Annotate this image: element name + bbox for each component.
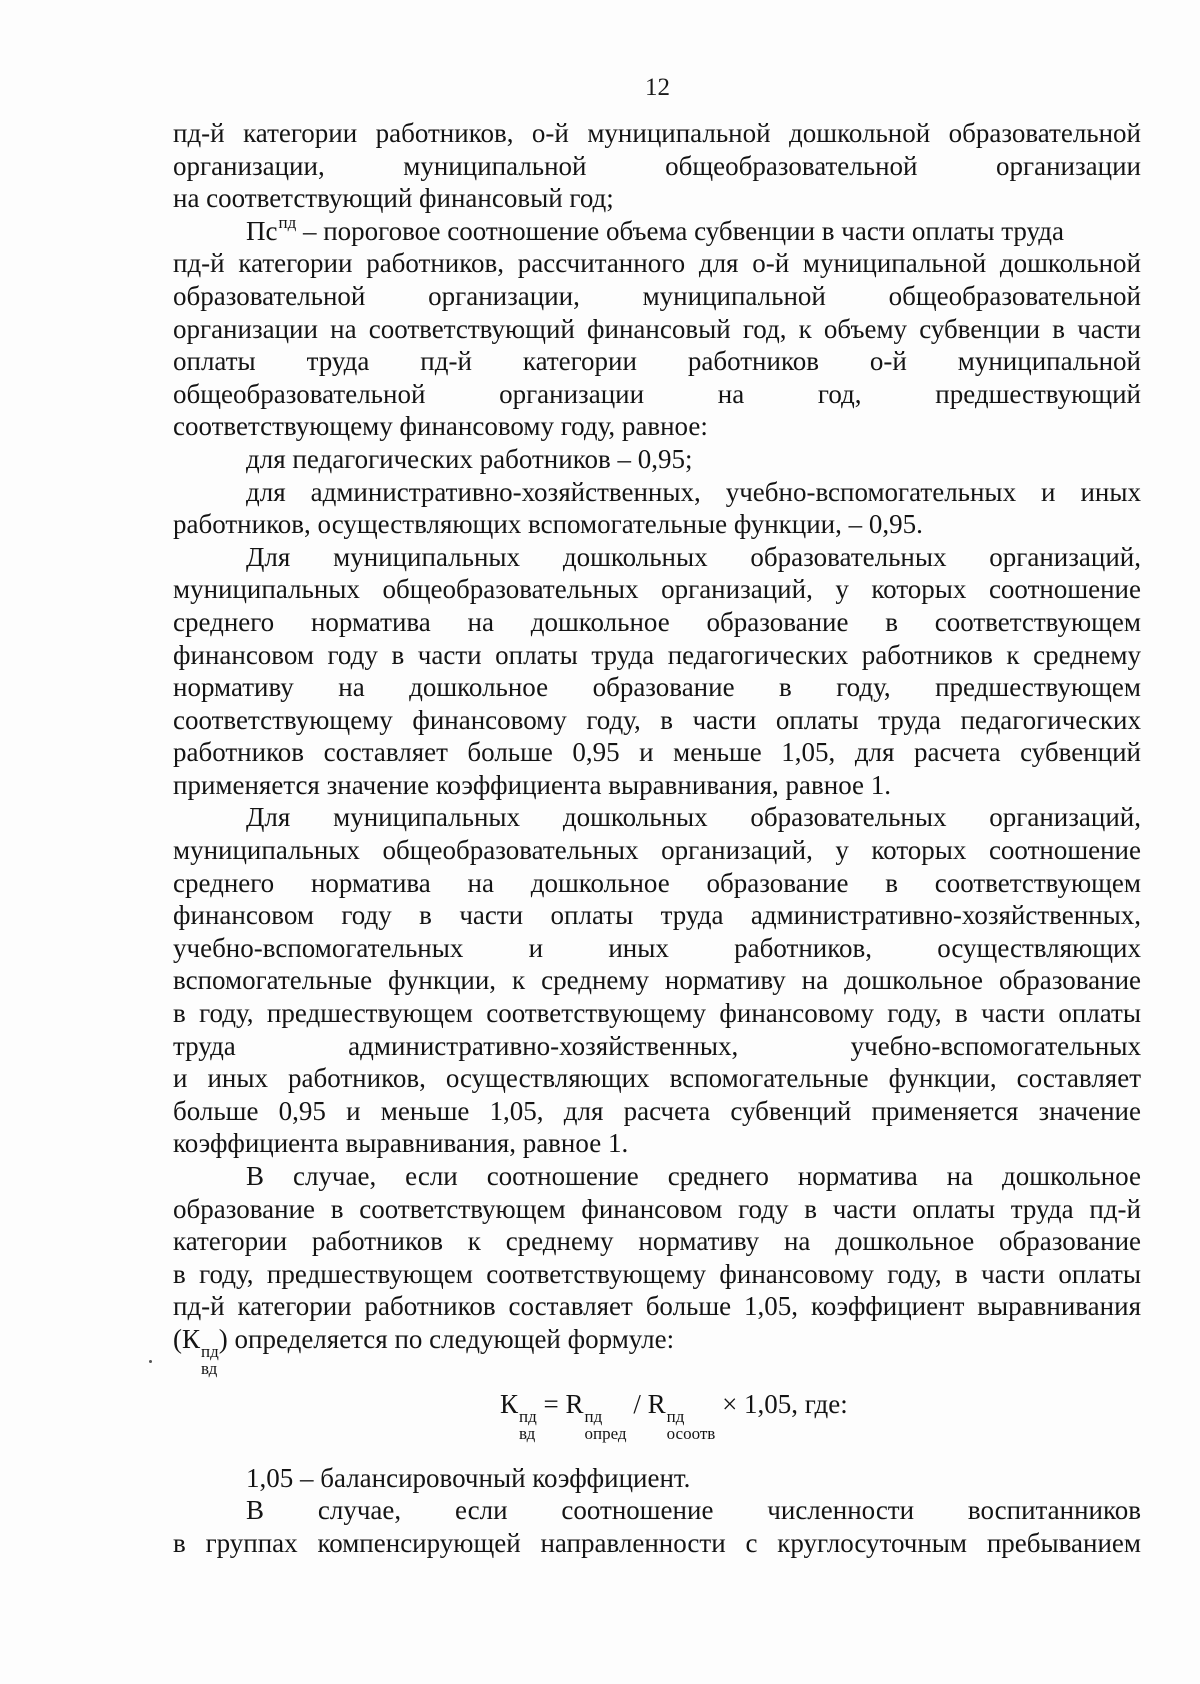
definition-text: – пороговое соотношение объема субвенции в части оплаты труда bbox=[296, 215, 1065, 246]
text-line: в группах компенсирующей направленности с круглосуточным пребыванием bbox=[173, 1527, 1141, 1558]
text-line: образование в соответствующем финансовом году в части оплаты труда пд-й bbox=[173, 1193, 1141, 1224]
symbol-k-indices bbox=[201, 1343, 219, 1377]
text-line: в году, предшествующем соответствующему финансовому году, в части оплаты bbox=[173, 998, 1141, 1029]
formula-slash: / bbox=[626, 1388, 648, 1419]
formula-equals: = bbox=[536, 1388, 566, 1419]
text-line: пд-й категории работников, рассчитанного для о-й муниципальной дошкольной bbox=[173, 248, 1141, 279]
text-line: на соответствующий финансовый год; bbox=[173, 183, 614, 214]
text-line: Для муниципальных дошкольных образовательных организаций, bbox=[246, 541, 1141, 572]
text-line: организации, муниципальной общеобразовательной организации bbox=[173, 150, 1141, 181]
text-line: работников составляет больше 0,95 и меньше 1,05, для расчета субвенций bbox=[173, 737, 1141, 768]
text-line: категории работников к среднему нормативу на дошкольное образование bbox=[173, 1226, 1141, 1257]
symbol-k-superscript: пд bbox=[201, 1341, 219, 1361]
formula-tail: × 1,05, где: bbox=[715, 1388, 848, 1419]
text-line: организации на соответствующий финансовый год, к объему субвенции в части bbox=[173, 313, 1141, 344]
text-line-with-symbol: (К пд вд ) определяется по следующей формуле: bbox=[173, 1323, 675, 1378]
text-line: применяется значение коэффициента выравнивания, равное 1. bbox=[173, 769, 892, 800]
symbol-k: К bbox=[182, 1323, 201, 1354]
text-line: среднего норматива на дошкольное образование в соответствующем bbox=[173, 606, 1141, 637]
formula-k: К bbox=[500, 1388, 519, 1419]
formula-r-opred: R bbox=[565, 1388, 584, 1419]
text-line: работников, осуществляющих вспомогательные функции, – 0,95. bbox=[173, 509, 923, 540]
text-line: В случае, если соотношение численности воспитанников bbox=[246, 1495, 1141, 1526]
scan-speck bbox=[149, 1360, 152, 1363]
text-line: финансовом году в части оплаты труда педагогических работников к среднему bbox=[173, 639, 1141, 670]
formula-r-opred-indices: пд опред bbox=[584, 1406, 627, 1443]
text-line: общеобразовательной организации на год, предшествующий bbox=[173, 378, 1141, 409]
text-line: в году, предшествующем соответствующему финансовому году, в части оплаты bbox=[173, 1258, 1141, 1289]
text-line: для педагогических работников – 0,95; bbox=[246, 443, 693, 474]
text-line: В случае, если соотношение среднего норматива на дошкольное bbox=[246, 1161, 1141, 1191]
text-line: пд-й категории работников составляет больше 1,05, коэффициент выравнивания bbox=[173, 1291, 1141, 1322]
text-line: труда административно-хозяйственных, учебно-вспомогательных bbox=[173, 1030, 1141, 1061]
formula-r-osootv: R bbox=[647, 1388, 666, 1419]
text-line: для административно-хозяйственных, учебно-вспомогательных и иных bbox=[246, 476, 1141, 507]
text-line: 1,05 – балансировочный коэффициент. bbox=[246, 1462, 691, 1493]
text-line: соответствующему финансовому году, равное: bbox=[173, 411, 708, 442]
text-line: учебно-вспомогательных и иных работников, осуществляющих bbox=[173, 932, 1141, 963]
text-line: финансовом году в части оплаты труда административно-хозяйственных, bbox=[173, 900, 1141, 931]
text-line: муниципальных общеобразовательных организаций, у которых соотношение bbox=[173, 574, 1141, 605]
text-line: вспомогательные функции, к среднему нормативу на дошкольное образование bbox=[173, 965, 1141, 996]
text-line: пд-й категории работников, о-й муниципальной дошкольной образовательной bbox=[173, 118, 1141, 148]
formula bbox=[173, 1384, 1141, 1443]
text-line: нормативу на дошкольное образование в году, предшествующем bbox=[173, 672, 1141, 703]
symbol-k-subscript: вд bbox=[201, 1358, 218, 1378]
text-line: больше 0,95 и меньше 1,05, для расчета субвенций применяется значение bbox=[173, 1095, 1141, 1126]
text-line: коэффициента выравнивания, равное 1. bbox=[173, 1128, 629, 1159]
formula-r-osootv-indices: пд осоотв bbox=[666, 1406, 716, 1443]
text-line: Для муниципальных дошкольных образовательных организаций, bbox=[246, 802, 1141, 833]
text-line: и иных работников, осуществляющих вспомогательные функции, составляет bbox=[173, 1063, 1141, 1094]
text-line: муниципальных общеобразовательных организаций, у которых соотношение bbox=[173, 835, 1141, 866]
text-line: среднего норматива на дошкольное образование в соответствующем bbox=[173, 867, 1141, 898]
definition-line bbox=[173, 212, 1141, 248]
text-line: соответствующему финансовому году, в части оплаты труда педагогических bbox=[173, 704, 1141, 735]
page-number: 12 bbox=[645, 74, 670, 101]
document-body bbox=[173, 117, 1141, 1559]
symbol-pc-superscript: пд bbox=[278, 212, 297, 232]
symbol-pc: $Пс^{пд}$ bbox=[246, 212, 297, 246]
text-line: оплаты труда пд-й категории работников о-й муниципальной bbox=[173, 346, 1141, 377]
text-line: образовательной организации, муниципальной общеобразовательной bbox=[173, 280, 1141, 311]
formula-k-indices: пд вд bbox=[519, 1406, 537, 1443]
